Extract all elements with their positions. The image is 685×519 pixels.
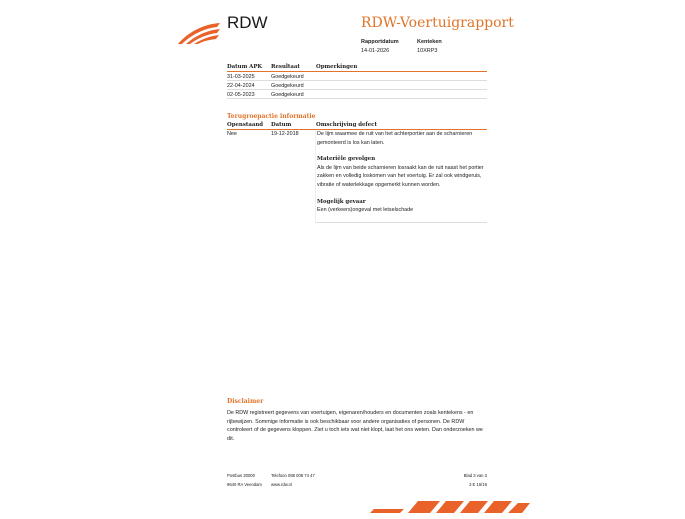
- danger-text: Een (verkeers)ongeval met letselschade: [317, 207, 414, 214]
- recall-header-open: Openstaand: [227, 122, 264, 128]
- apk-remarks: [316, 83, 487, 89]
- apk-header-date: Datum APK: [227, 64, 263, 70]
- footer-stripes-icon: [370, 499, 530, 514]
- footer-web: www.rdw.nl: [271, 482, 292, 487]
- recall-row: [227, 130, 487, 223]
- recall-description: De lijm waarmee de ruit van het achterportier aan de scharnieren gemonteerd is los kan laten.: [317, 131, 473, 146]
- disclaimer-text: De RDW registreert gegevens van voertuigen, eigenaren/houders en documenten zoals kentekens - en rijbewijzen. Sommige informatie is ook beschikbaar voor andere organisaties of personen. De RDW controleert of de gegevens kloppen. Ziet u toch iets wat niet klopt, laat het ons weten. Dan onderzoeken we dit.: [227, 410, 483, 442]
- plate-label: Kenteken: [417, 39, 442, 45]
- consequences-text: Als de lijm van beide scharnieren losraakt kan de ruit naast het portier zakken en volledig loskomen van het voertuig. Er zal ook windgeruis, vibratie of waterlekkage opgemerkt kunnen worden.: [317, 164, 484, 188]
- recall-table: [227, 122, 487, 223]
- brand-name: RDW: [227, 13, 268, 32]
- report-date-value: 14-01-2026: [361, 48, 390, 54]
- recall-header-row: [227, 122, 487, 130]
- disclaimer-title: Disclaimer: [227, 398, 264, 405]
- apk-result: Goedgekeurd: [271, 91, 304, 98]
- footer-postbox: Postbus 30000: [227, 473, 255, 478]
- consequences-title: Materiële gevolgen: [317, 156, 376, 163]
- apk-header-remarks: Opmerkingen: [316, 64, 358, 70]
- recall-header-description: Omschrijving defect: [316, 122, 377, 128]
- footer-phone: Telefoon 088 008 74 47: [271, 473, 315, 478]
- footer-page-info: [447, 471, 487, 489]
- apk-date: 31-03-2025: [227, 73, 255, 80]
- report-title: RDW-Voertuigrapport: [361, 15, 514, 31]
- apk-remarks: [316, 74, 487, 80]
- table-row: [227, 90, 487, 99]
- apk-result: Goedgekeurd: [271, 73, 304, 80]
- footer-contact: [271, 471, 315, 489]
- apk-header-row: [227, 64, 487, 72]
- recall-date-value: 19-12-2018: [271, 131, 299, 137]
- recall-header-date: Datum: [271, 122, 292, 128]
- recall-left-cells: [227, 130, 316, 223]
- apk-result: Goedgekeurd: [271, 82, 304, 89]
- report-date-label: Rapportdatum: [361, 39, 399, 45]
- footer-city: 9640 RA Veendam: [227, 482, 262, 487]
- footer-address: [227, 471, 262, 489]
- footer-code: 3 E 16/19: [469, 482, 487, 487]
- table-row: [227, 81, 487, 90]
- plate-block: [417, 39, 442, 54]
- apk-remarks: [316, 92, 487, 98]
- recall-description-cell: [316, 130, 487, 223]
- plate-value: 10XRP3: [417, 48, 438, 54]
- apk-table: [227, 64, 487, 99]
- report-date-block: [361, 39, 399, 54]
- apk-date: 02-05-2023: [227, 91, 255, 98]
- recall-open-value: Nee: [227, 131, 237, 137]
- danger-title: Mogelijk gevaar: [317, 198, 366, 205]
- table-row: [227, 72, 487, 81]
- footer-page: Blad 3 van 3: [463, 473, 487, 478]
- apk-header-result: Resultaat: [271, 64, 300, 70]
- recall-section-title: Terugroepactie informatie: [227, 113, 316, 120]
- apk-date: 22-04-2024: [227, 82, 255, 89]
